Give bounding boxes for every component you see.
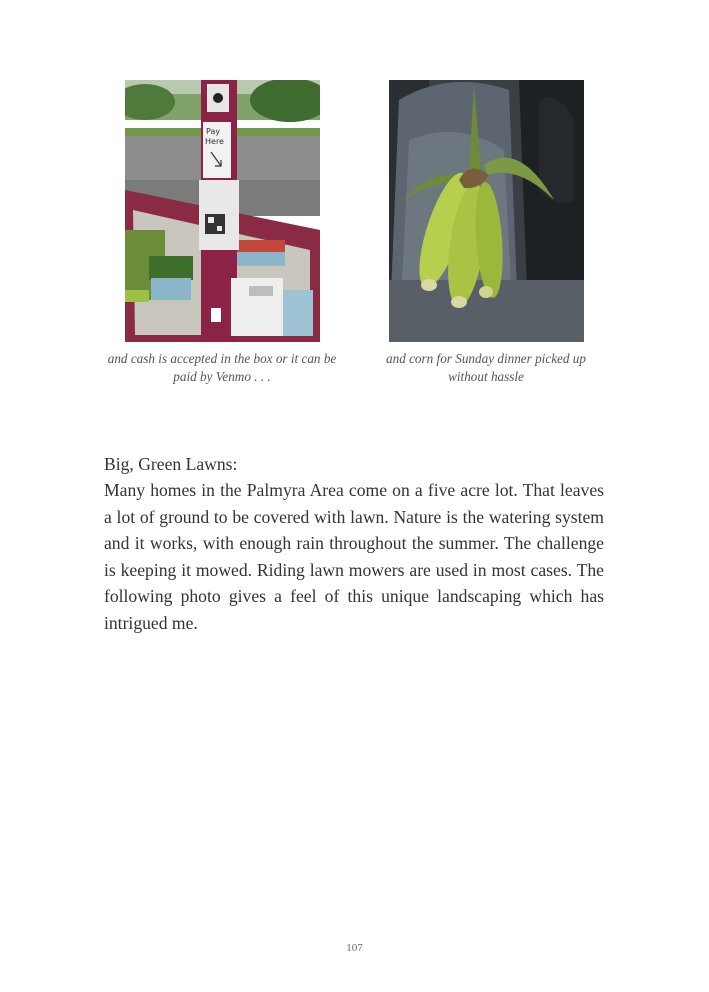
photo-caption-left: and cash is accepted in the box or it can be paid by Venmo . . .: [107, 351, 337, 384]
farm-stand-photo: [125, 80, 320, 342]
section-heading: Big, Green Lawns:: [104, 454, 238, 474]
svg-text:Pay: Pay: [206, 127, 221, 136]
svg-text:Here: Here: [205, 137, 224, 146]
body-paragraph: Many homes in the Palmyra Area come on a five acre lot. That leaves a lot of ground to be covered with lawn. Nature is the watering system and it works, with enough rain throughout the summer. The challenge is keeping it mowed. Riding lawn mowers are used in most cases. The following photo gives a feel of this unique landscaping which has intrigued me.: [104, 480, 604, 633]
farm-stand-pay-post-icon: [125, 80, 320, 342]
page-number: 107: [346, 942, 363, 954]
corn-photo: [389, 80, 584, 342]
sweet-corn-icon: [389, 80, 584, 342]
photo-caption-right: and corn for Sunday dinner picked up without hassle: [386, 351, 586, 384]
